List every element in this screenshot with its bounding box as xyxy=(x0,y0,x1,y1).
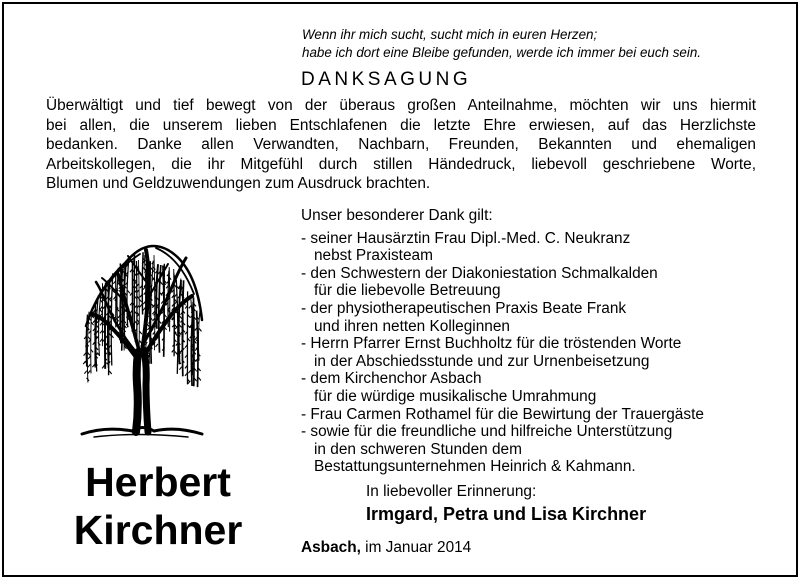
thanks-item-line: - Herrn Pfarrer Ernst Buchholtz für die tröstenden Worte xyxy=(301,335,682,353)
thanks-item-line: und ihren netten Kolleginnen xyxy=(314,317,510,335)
thanks-list xyxy=(301,207,704,476)
thanks-item-line: - seiner Hausärztin Frau Dipl.-Med. C. Neukranz xyxy=(301,229,631,247)
thanks-item-line: - den Schwestern der Diakoniestation Schmalkalden xyxy=(301,264,658,282)
notice-heading: DANKSAGUNG xyxy=(301,69,472,90)
intro-line: bei allen, die unserem lieben Entschlafenen die letzte Ehre erwiesen, auf das Herzlichste xyxy=(46,116,756,134)
thanks-item-line: - dem Kirchenchor Asbach xyxy=(301,370,482,388)
thanks-item xyxy=(301,406,704,424)
thanks-item-line: - der physiotherapeutischen Praxis Beate Frank xyxy=(301,299,627,317)
intro-paragraph xyxy=(46,96,756,194)
memory-line: In liebevoller Erinnerung: xyxy=(366,483,537,500)
thanks-item-line: nebst Praxisteam xyxy=(314,247,433,265)
motto-quote xyxy=(302,26,701,62)
thanks-item-line: für die würdige musikalische Umrahmung xyxy=(314,387,597,405)
thanks-item xyxy=(301,300,704,335)
motto-line-2: habe ich dort eine Bleibe gefunden, werde ich immer bei euch sein. xyxy=(302,45,701,60)
intro-line: Blumen und Geldzuwendungen zum Ausdruck brachten. xyxy=(46,175,431,193)
thanks-heading: Unser besonderer Dank gilt: xyxy=(301,207,493,224)
thanks-item-line: in den schweren Stunden dem xyxy=(314,440,522,458)
intro-line: Überwältigt und tief bewegt von der überaus großen Anteilnahme, möchten wir uns hiermit xyxy=(46,97,756,114)
thanks-item-line: Bestattungsunternehmen Heinrich & Kahmann. xyxy=(314,458,636,476)
family-signature: Irmgard, Petra und Lisa Kirchner xyxy=(366,504,647,524)
intro-line: Arbeitskollegen, die ihr Mitgefühl durch stillen Händedruck, liebevoll geschriebene Worte, xyxy=(46,155,756,173)
weeping-willow-tree-icon xyxy=(76,228,208,448)
thanks-item xyxy=(301,265,704,300)
deceased-last-name: Kirchner xyxy=(73,507,243,553)
place: Asbach, xyxy=(301,539,361,556)
thanks-item xyxy=(301,230,704,265)
thanks-item-line: - sowie für die freundliche und hilfreiche Unterstützung xyxy=(301,423,673,441)
intro-line: bedanken. Danke allen Verwandten, Nachbarn, Freunden, Bekannten und ehemaligen xyxy=(46,136,756,154)
thanks-item xyxy=(301,423,704,476)
thanks-item-line: für die liebevolle Betreuung xyxy=(314,282,501,300)
thanks-item xyxy=(301,370,704,405)
thanks-item-line: in der Abschiedsstunde und zur Urnenbeisetzung xyxy=(314,352,650,370)
deceased-name xyxy=(58,458,258,554)
date: im Januar 2014 xyxy=(365,539,472,556)
deceased-first-name: Herbert xyxy=(85,459,231,505)
motto-line-1: Wenn ihr mich sucht, sucht mich in euren Herzen; xyxy=(302,27,598,42)
thanks-item-line: - Frau Carmen Rothamel für die Bewirtung der Trauergäste xyxy=(301,405,704,423)
thanks-item xyxy=(301,335,704,370)
place-date-line xyxy=(301,539,471,557)
